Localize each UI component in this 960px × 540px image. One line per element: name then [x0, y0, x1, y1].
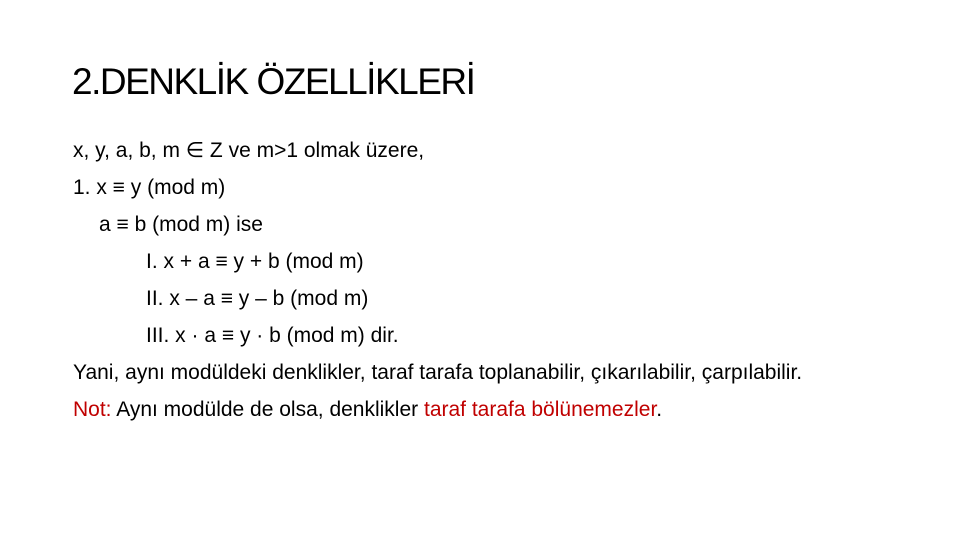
- slide-title: 2.DENKLİK ÖZELLİKLERİ: [72, 61, 475, 102]
- sub-item-2-number: II.: [146, 287, 164, 310]
- sub-item-2-text: x – a ≡ y – b (mod m): [163, 287, 369, 310]
- item-1-number: 1.: [73, 176, 91, 199]
- sub-item-2: [73, 288, 893, 325]
- sub-item-1: [73, 251, 893, 288]
- item-1: [73, 177, 893, 214]
- sub-item-3-text: x · a ≡ y · b (mod m) dir.: [169, 324, 399, 347]
- sub-item-3-number: III.: [146, 324, 170, 347]
- intro-line: x, y, a, b, m ∈ Z ve m>1 olmak üzere,: [73, 139, 425, 162]
- item-1-text: x ≡ y (mod m): [90, 176, 226, 199]
- condition-line: a ≡ b (mod m) ise: [99, 213, 263, 236]
- note-line: [73, 399, 893, 436]
- sub-item-1-text: x + a ≡ y + b (mod m): [157, 250, 364, 273]
- sub-item-1-number: I.: [146, 250, 158, 273]
- sub-item-3: [73, 325, 893, 362]
- note-text: Aynı modülde de olsa, denklikler: [111, 398, 424, 421]
- slide-body: [73, 140, 893, 436]
- note-end: .: [656, 398, 663, 421]
- summary-line: Yani, aynı modüldeki denklikler, taraf tarafa toplanabilir, çıkarılabilir, çarpılabilir.: [73, 361, 803, 384]
- note-highlight: taraf tarafa bölünemezler: [423, 398, 657, 421]
- note-label: Not:: [73, 398, 112, 421]
